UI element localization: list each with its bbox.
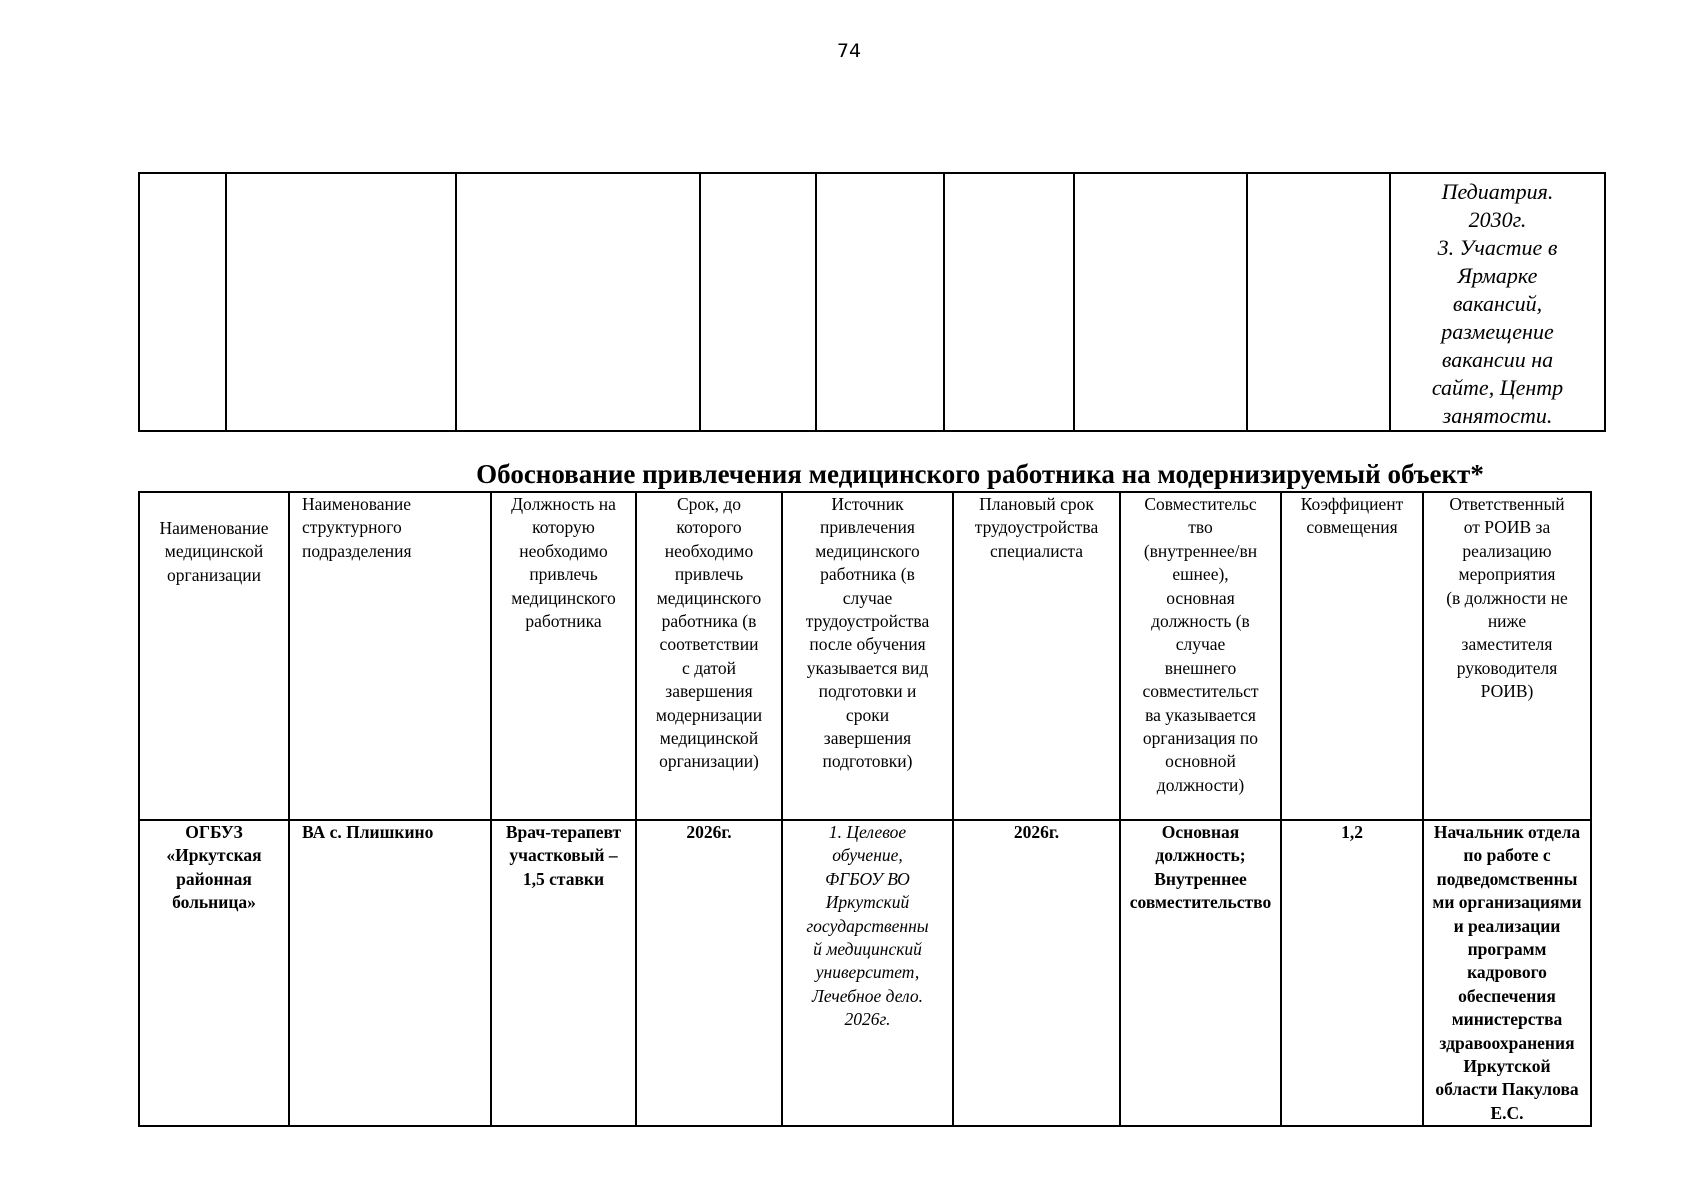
text-line: Начальник отдела (1433, 822, 1581, 842)
text-line: программ (1467, 939, 1547, 960)
cell-combination (1120, 820, 1281, 1126)
text-line: (внутреннее/вн (1143, 540, 1258, 561)
text-line: й медицинский (813, 939, 922, 960)
text-line: организации (167, 564, 261, 585)
text-line: которую (532, 517, 595, 538)
text-line: после обучения (809, 634, 926, 655)
empty-cell (1074, 173, 1247, 431)
text-line: Коэффициент (1300, 494, 1404, 514)
text-line: внешнего (1164, 657, 1237, 678)
text-line: Иркутский (825, 892, 910, 913)
text-line: Врач-терапевт (505, 822, 622, 842)
text-line: Ярмарке (1457, 263, 1538, 288)
text-line: вакансии на (1441, 347, 1554, 372)
text-line: заместителя (1461, 634, 1553, 655)
text-line: привлечь (529, 564, 598, 585)
header-source (782, 492, 953, 820)
text-line: необходимо (664, 540, 754, 561)
text-line: ФГБОУ ВО (825, 868, 910, 889)
text-line: привлечения (820, 517, 915, 538)
empty-cell (944, 173, 1074, 431)
header-coefficient (1281, 492, 1423, 820)
header-position (491, 492, 636, 820)
text-line: районная (176, 868, 252, 889)
text-line: 2030г. (1468, 207, 1527, 232)
text-line: кадрового (1467, 962, 1547, 983)
text-line: ва указывается (1145, 704, 1256, 725)
text-line: министерства (1451, 1009, 1563, 1030)
text-line: трудоустройства (974, 517, 1099, 538)
text-line: по работе с (1463, 845, 1551, 866)
empty-cell (700, 173, 816, 431)
text-line: размещение (1441, 319, 1554, 344)
header-combination (1120, 492, 1281, 820)
empty-cell (226, 173, 456, 431)
table-header-row (139, 492, 1591, 820)
text-line: организация по (1142, 728, 1259, 749)
text-line: Плановый срок (979, 494, 1094, 514)
text-line: которого (676, 517, 742, 538)
cell-source (782, 820, 953, 1126)
text-line: РОИВ) (1480, 681, 1534, 702)
cell-department: ВА с. Плишкино (289, 820, 491, 1126)
cell-coefficient: 1,2 (1281, 820, 1423, 1126)
text-line: медицинской (164, 541, 264, 562)
cell-planned-date: 2026г. (953, 820, 1120, 1126)
text-line: 1. Целевое (828, 822, 907, 842)
text-line: сайте, Центр (1431, 375, 1564, 400)
continued-measures-cell (1390, 173, 1605, 431)
text-line: медицинской (659, 728, 759, 749)
text-line: завершения (823, 728, 912, 749)
text-line: Срок, до (676, 494, 742, 514)
text-line: работника (в (661, 611, 757, 632)
text-line: Педиатрия. (1441, 179, 1554, 204)
text-line: Иркутской (1463, 1056, 1551, 1077)
staffing-table (138, 491, 1592, 1127)
text-line: мероприятия (1458, 564, 1556, 585)
text-line: 1,5 ставки (522, 868, 605, 889)
text-line: должность; (1155, 845, 1246, 866)
text-line: вакансий, (1452, 291, 1543, 316)
header-deadline (636, 492, 782, 820)
text-line: обучение, (832, 845, 903, 866)
text-line: реализацию (1462, 540, 1552, 561)
text-line: государственны (806, 915, 929, 936)
text-line: подведомственны (1436, 868, 1578, 889)
text-line: сроки (845, 704, 890, 725)
text-line: ниже (1487, 611, 1527, 632)
page-number: 74 (836, 40, 862, 62)
text-line: здравоохранения (1439, 1032, 1575, 1053)
text-line: совместительство (1129, 892, 1272, 913)
text-line: должности) (1156, 774, 1245, 795)
text-line: Наименование (159, 518, 269, 538)
text-line: «Иркутская (166, 845, 262, 866)
text-line: медицинского (656, 587, 762, 608)
text-line: основной (1165, 751, 1236, 772)
text-line: Должность на (511, 494, 616, 514)
table-row (139, 820, 1591, 1126)
text-line: 2026г. (844, 1009, 891, 1030)
text-line: совместительст (1142, 681, 1259, 702)
cell-responsible (1423, 820, 1591, 1126)
text-line: занятости. (1442, 403, 1553, 428)
text-line: Ответственный (1449, 494, 1565, 514)
text-line: работника (в (820, 564, 915, 585)
text-line: совмещения (1306, 517, 1398, 538)
text-line: привлечь (674, 564, 744, 585)
header-responsible (1423, 492, 1591, 820)
text-line: трудоустройства (805, 611, 930, 632)
section-title: Обоснование привлечения медицинского работника на модернизируемый объект* (476, 459, 1484, 489)
text-line: структурного (302, 517, 402, 538)
empty-cell (139, 173, 226, 431)
text-line: необходимо (519, 540, 608, 561)
text-line: ОГБУЗ (185, 822, 243, 842)
text-line: и реализации (1453, 915, 1561, 936)
text-line: Совместительс (1144, 494, 1257, 514)
empty-cell (1247, 173, 1390, 431)
text-line: от РОИВ за (1463, 517, 1551, 538)
text-line: специалиста (989, 540, 1084, 561)
text-line: Внутреннее (1154, 868, 1247, 889)
text-line: указывается вид (806, 657, 929, 678)
text-line: завершения (665, 681, 753, 702)
text-line: медицинского (511, 587, 616, 608)
text-line: тво (1188, 517, 1213, 538)
cell-deadline: 2026г. (636, 820, 782, 1126)
text-line: медицинского (815, 540, 920, 561)
cell-organization (139, 820, 289, 1126)
text-line: модернизации (655, 704, 763, 725)
text-line: Наименование (302, 494, 412, 514)
header-organization (139, 492, 289, 820)
text-line: соответствии (659, 634, 759, 655)
continued-row (139, 173, 1605, 431)
text-line: области Пакулова (1435, 1079, 1579, 1100)
text-line: Источник (831, 494, 904, 514)
text-line: случае (842, 587, 893, 608)
text-line: руководителя (1456, 657, 1558, 678)
text-line: больница» (172, 892, 256, 913)
text-line: подготовки) (822, 751, 913, 772)
text-line: организации) (659, 751, 759, 772)
text-line: с датой (682, 657, 736, 678)
text-line: работника (525, 611, 602, 632)
text-line: случае (1175, 634, 1226, 655)
text-line: Основная (1161, 822, 1240, 842)
text-line: 3. Участие в (1437, 235, 1558, 260)
text-line: университет, (815, 962, 920, 983)
text-line: Е.С. (1490, 1102, 1524, 1123)
cell-position (491, 820, 636, 1126)
text-line: Лечебное дело. (811, 985, 923, 1006)
text-line: (в должности не (1446, 587, 1568, 608)
text-line: участковый – (509, 845, 618, 866)
text-line: должность (в (1151, 611, 1250, 632)
header-planned-date (953, 492, 1120, 820)
text-line: подготовки и (818, 681, 917, 702)
empty-cell (456, 173, 700, 431)
empty-cell (816, 173, 944, 431)
text-line: основная (1166, 587, 1235, 608)
text-line: ешнее), (1172, 564, 1229, 585)
continued-table (138, 172, 1606, 432)
text-line: ми организациями (1432, 892, 1582, 913)
header-department (289, 492, 491, 820)
text-line: обеспечения (1458, 985, 1556, 1006)
text-line: подразделения (302, 540, 412, 561)
